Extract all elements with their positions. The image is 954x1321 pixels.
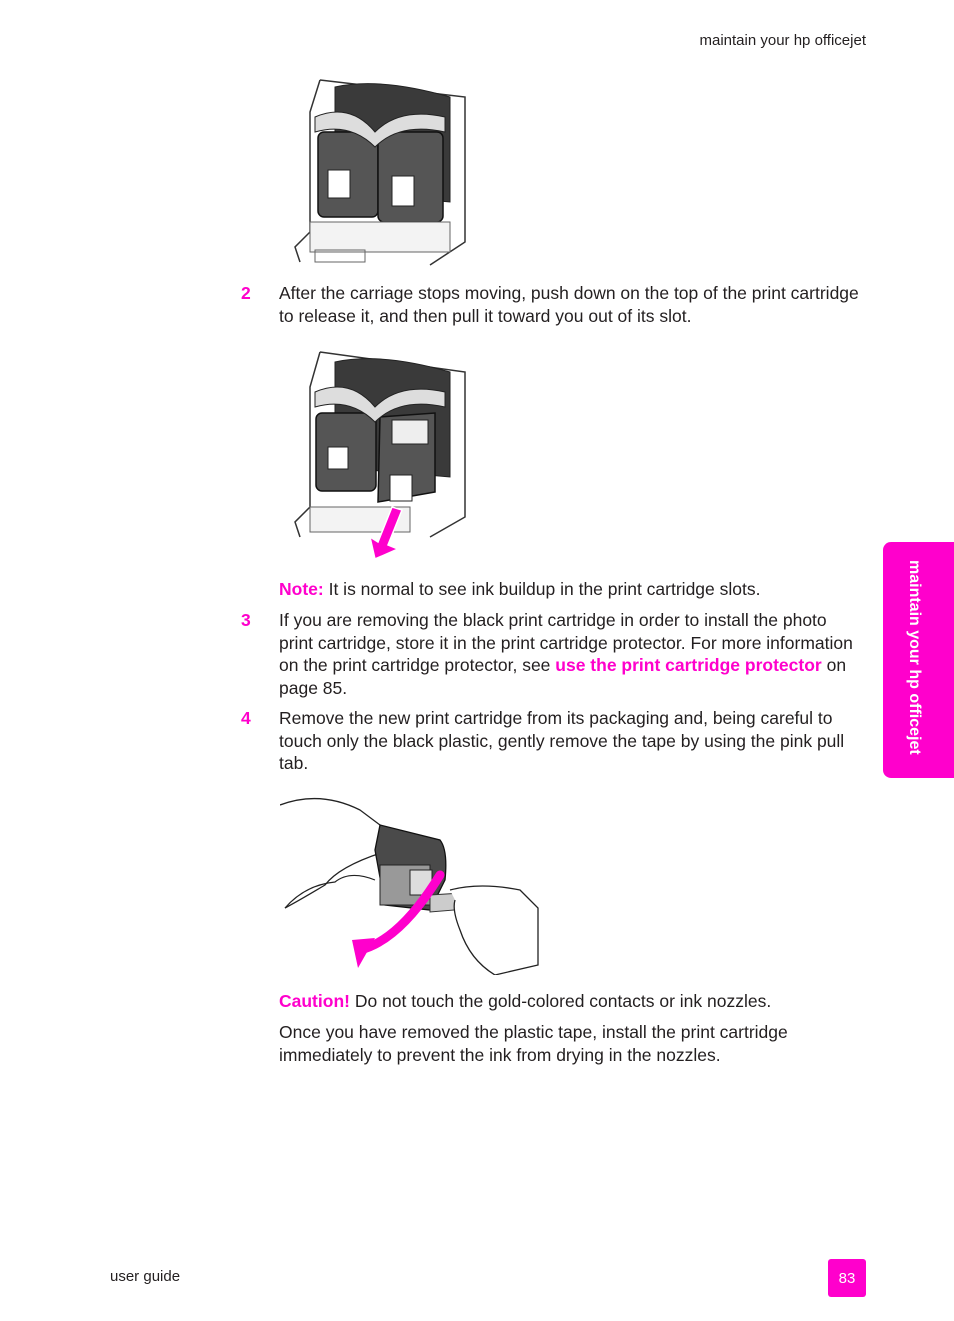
cross-reference-link[interactable]: use the print cartridge protector — [555, 655, 822, 675]
step-2 — [241, 282, 864, 327]
note-text: It is normal to see ink buildup in the print cartridge slots. — [328, 579, 761, 599]
step-4 — [241, 707, 864, 775]
caution-label: Caution! — [279, 991, 350, 1011]
chapter-side-tab[interactable] — [883, 542, 954, 778]
step-number: 3 — [241, 610, 251, 630]
step-text-after: on page 85. — [279, 655, 847, 698]
remove-tape-illustration — [280, 790, 540, 975]
remove-cartridge-illustration — [280, 347, 470, 567]
side-tab-label: maintain your hp officejet — [906, 560, 923, 755]
page-number: 83 — [828, 1259, 866, 1297]
step-text-before: If you are removing the black print cartridge in order to install the photo print cartridge, store it in the print cartridge protector. For more information on the print cartridge protector, see — [279, 610, 853, 675]
caution — [279, 990, 864, 1013]
step-number: 4 — [241, 708, 251, 728]
page-header: maintain your hp officejet — [699, 32, 866, 49]
footer-title: user guide — [110, 1268, 181, 1285]
cartridges-in-carriage-illustration — [280, 72, 470, 267]
closing-paragraph: Once you have removed the plastic tape, install the print cartridge immediately to prevent the ink from drying in the nozzles. — [279, 1022, 788, 1065]
step-3 — [241, 609, 864, 699]
caution-text: Do not touch the gold-colored contacts or ink nozzles. — [354, 991, 772, 1011]
note-label: Note: — [279, 579, 324, 599]
step-text: After the carriage stops moving, push down on the top of the print cartridge to release it, and then pull it toward you out of its slot. — [279, 283, 859, 326]
note — [279, 578, 864, 601]
step-number: 2 — [241, 283, 251, 303]
step-text: Remove the new print cartridge from its packaging and, being careful to touch only the black plastic, gently remove the tape by using the pink pull tab. — [279, 708, 845, 773]
